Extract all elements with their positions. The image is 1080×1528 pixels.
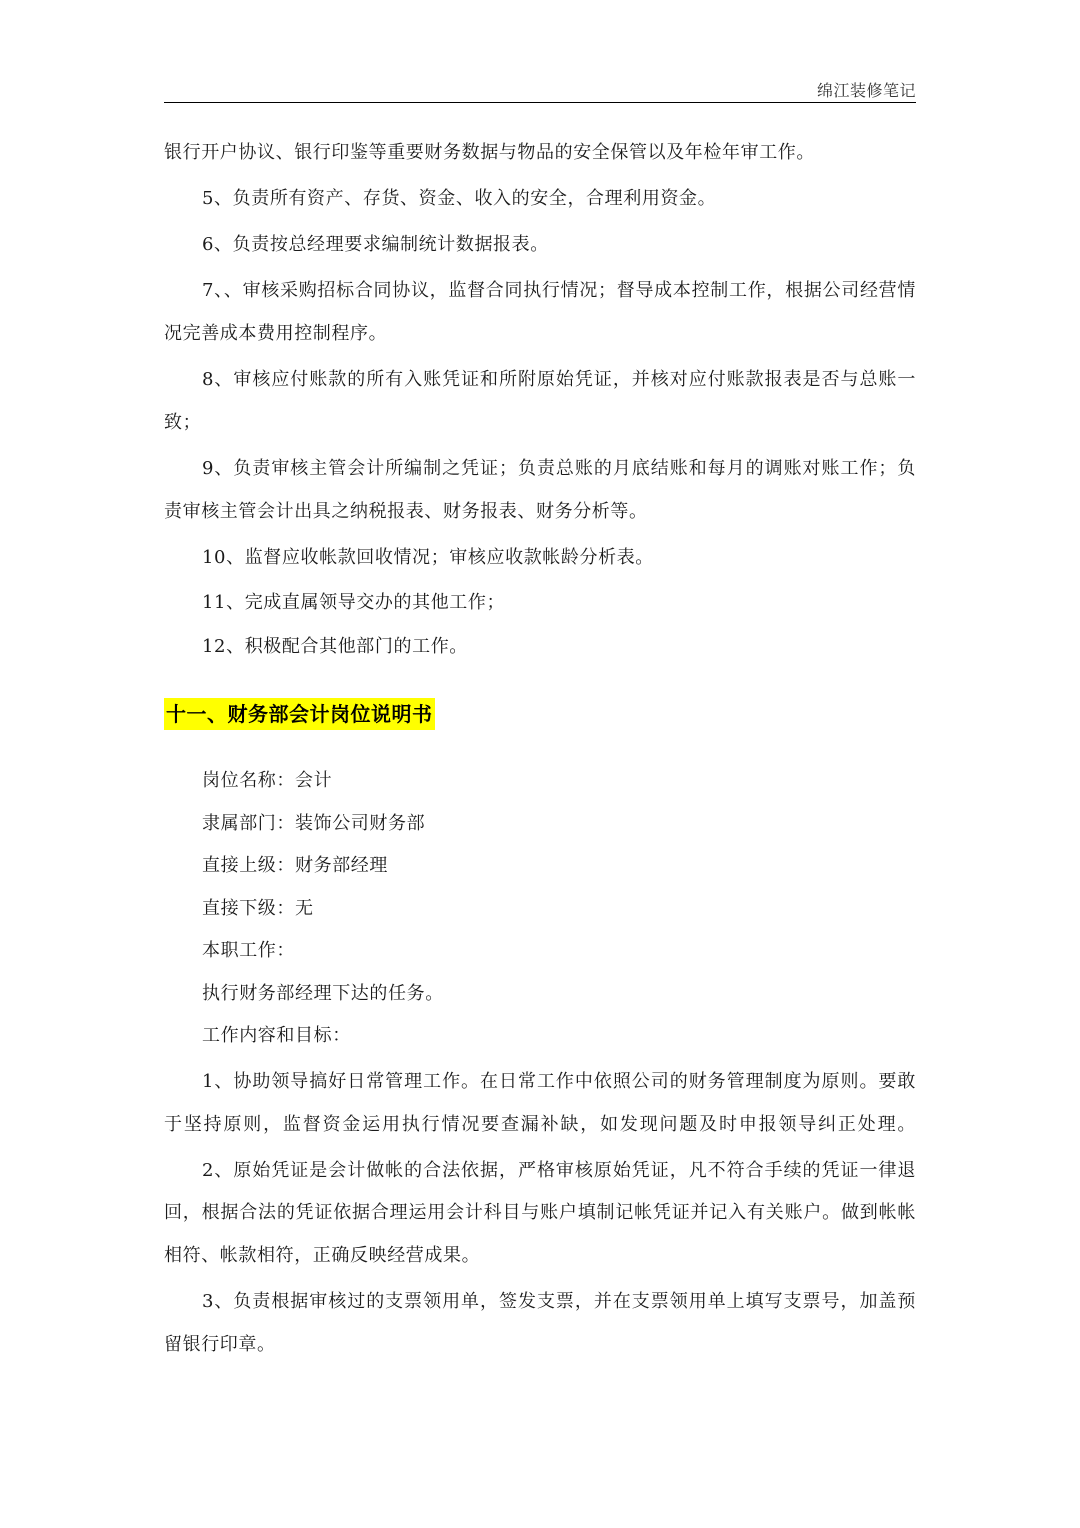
field-direct-superior: 直接上级：财务部经理 xyxy=(202,855,388,876)
section-heading: 十一、财务部会计岗位说明书 xyxy=(164,698,435,730)
list-item: 12、积极配合其他部门的工作。 xyxy=(202,636,468,657)
paragraph-line: 银行开户协议、银行印鉴等重要财务数据与物品的安全保管以及年检年审工作。 xyxy=(164,142,815,163)
header-title: 绵江装修笔记 xyxy=(816,81,916,100)
field-position-name: 岗位名称：会计 xyxy=(202,770,333,791)
list-item: 1、协助领导搞好日常管理工作。在日常工作中依照公司的财务管理制度为原则。要敢 xyxy=(202,1071,916,1092)
field-duty-value: 执行财务部经理下达的任务。 xyxy=(202,983,444,1004)
list-item: 8、审核应付账款的所有入账凭证和所附原始凭证，并核对应付账款报表是否与总账一 xyxy=(202,369,916,390)
section-heading-wrap xyxy=(164,698,435,730)
paragraph-line: 致； xyxy=(164,412,202,433)
paragraph-line: 相符、帐款相符，正确反映经营成果。 xyxy=(164,1245,481,1266)
paragraph-line: 于坚持原则，监督资金运用执行情况要查漏补缺，如发现问题及时申报领导纠正处理。 xyxy=(164,1114,916,1135)
paragraph-line: 责审核主管会计出具之纳税报表、财务报表、财务分析等。 xyxy=(164,501,648,522)
page-header xyxy=(164,70,916,103)
list-item: 7、、审核采购招标合同协议，监督合同执行情况；督导成本控制工作，根据公司经营情 xyxy=(202,280,916,301)
list-item: 9、负责审核主管会计所编制之凭证；负责总账的月底结账和每月的调账对账工作；负 xyxy=(202,458,916,479)
field-duty-label: 本职工作： xyxy=(202,940,295,961)
list-item: 3、负责根据审核过的支票领用单，签发支票，并在支票领用单上填写支票号，加盖预 xyxy=(202,1291,916,1312)
field-department: 隶属部门：装饰公司财务部 xyxy=(202,813,426,834)
list-item: 5、负责所有资产、存货、资金、收入的安全，合理利用资金。 xyxy=(202,188,717,209)
list-item: 2、原始凭证是会计做帐的合法依据，严格审核原始凭证，凡不符合手续的凭证一律退 xyxy=(202,1160,916,1181)
paragraph-line: 况完善成本费用控制程序。 xyxy=(164,323,388,344)
field-content-label: 工作内容和目标： xyxy=(202,1025,351,1046)
list-item: 11、完成直属领导交办的其他工作； xyxy=(202,592,506,613)
paragraph-line: 回，根据合法的凭证依据合理运用会计科目与账户填制记帐凭证并记入有关账户。做到帐帐 xyxy=(164,1202,916,1223)
list-item: 6、负责按总经理要求编制统计数据报表。 xyxy=(202,234,549,255)
field-direct-subordinate: 直接下级：无 xyxy=(202,898,314,919)
paragraph-line: 留银行印章。 xyxy=(164,1334,276,1355)
list-item: 10、监督应收帐款回收情况；审核应收款帐龄分析表。 xyxy=(202,547,654,568)
